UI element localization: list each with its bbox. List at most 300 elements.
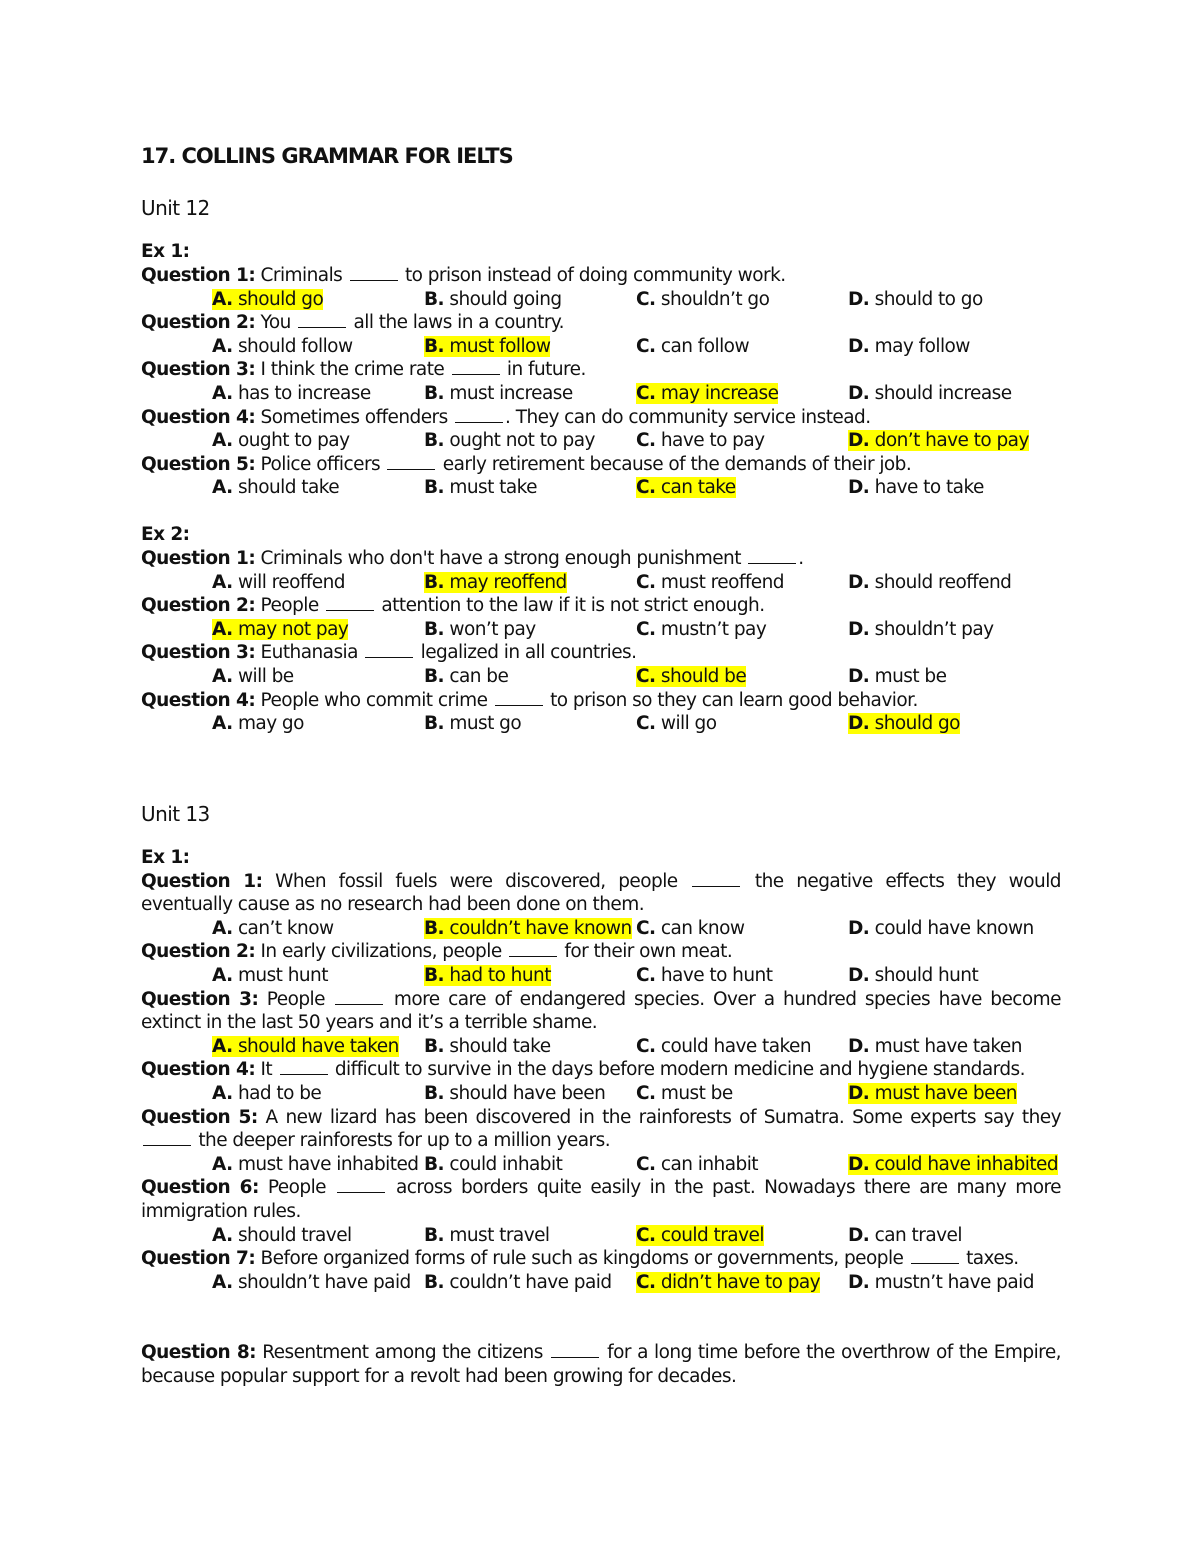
- unit-title: Unit 12: [141, 196, 210, 220]
- answer-option: [636, 665, 848, 689]
- option-letter: C.: [636, 430, 656, 452]
- option-letter: D.: [848, 665, 870, 687]
- answer-option: [424, 712, 636, 736]
- exercise-title: Ex 2:: [141, 523, 190, 545]
- option-letter: B.: [424, 335, 445, 357]
- option-label: should increase: [874, 382, 1012, 404]
- option-label: must be: [874, 665, 947, 687]
- question-number: Question 2:: [141, 312, 256, 334]
- option-text: [636, 619, 766, 640]
- option-text: [424, 1083, 605, 1104]
- option-letter: B.: [424, 965, 445, 987]
- answer-option: [636, 964, 848, 988]
- option-label: could travel: [660, 1224, 764, 1246]
- option-label: have to hunt: [660, 965, 773, 987]
- question-number: Question 1:: [141, 265, 256, 286]
- question-text-after: .: [798, 547, 804, 569]
- answer-option: [424, 1224, 636, 1248]
- question: [141, 1058, 1061, 1105]
- question-text-before: Before organized forms of rule such as kingdoms or governments, people: [260, 1248, 904, 1270]
- option-label: should hunt: [874, 965, 979, 987]
- correct-answer-highlight: [848, 1154, 1058, 1175]
- option-text: [212, 430, 349, 451]
- answer-blank: [748, 562, 796, 564]
- answer-blank: [495, 704, 543, 706]
- answer-option: [848, 665, 1060, 689]
- answer-option: [212, 1035, 424, 1059]
- option-label: should be: [660, 665, 747, 687]
- option-label: shouldn’t have paid: [237, 1271, 411, 1293]
- option-letter: D.: [848, 1224, 870, 1246]
- option-text: [424, 1225, 550, 1246]
- answer-blank: [280, 1073, 328, 1075]
- question-text-after: in future.: [506, 359, 586, 381]
- answer-option: [212, 1082, 424, 1106]
- question: [141, 1247, 1061, 1294]
- answer-options: [141, 335, 1061, 359]
- option-letter: B.: [424, 713, 445, 735]
- option-text: [212, 1225, 352, 1246]
- answer-option: [424, 964, 636, 988]
- question-text-before: Police officers: [260, 453, 381, 475]
- option-letter: D.: [848, 430, 870, 452]
- option-text: [848, 1272, 1034, 1293]
- option-letter: C.: [636, 1035, 656, 1057]
- option-text: [636, 918, 744, 939]
- answer-option: [636, 476, 848, 500]
- option-letter: C.: [636, 1271, 656, 1293]
- answer-blank: [337, 1191, 385, 1193]
- option-letter: C.: [636, 618, 656, 640]
- option-text: [212, 477, 339, 498]
- answer-options: [141, 1224, 1061, 1248]
- question-stem: [141, 1058, 1061, 1082]
- option-text: [212, 666, 294, 687]
- answer-option: [636, 618, 848, 642]
- correct-answer-highlight: [636, 1225, 764, 1246]
- option-letter: C.: [636, 713, 656, 735]
- question-text-before: In early civilizations, people: [260, 941, 502, 963]
- answer-options: [141, 712, 1061, 736]
- answer-options: [141, 1082, 1061, 1106]
- answer-options: [141, 964, 1061, 988]
- question: [141, 641, 1061, 688]
- option-label: should take: [449, 1035, 551, 1057]
- question: [141, 1176, 1061, 1247]
- option-label: can’t know: [237, 917, 334, 939]
- option-text: [212, 336, 353, 357]
- answer-option: [636, 1224, 848, 1248]
- question-text-before: When fossil fuels were discovered, people: [275, 870, 678, 892]
- option-letter: B.: [424, 382, 445, 404]
- document-page: [141, 142, 1061, 1389]
- option-text: [636, 1083, 733, 1104]
- option-label: must have taken: [874, 1035, 1022, 1057]
- option-letter: D.: [848, 917, 870, 939]
- option-text: [424, 289, 562, 310]
- answer-option: [212, 571, 424, 595]
- question-number: Question 4:: [141, 1059, 256, 1081]
- option-label: have to pay: [660, 430, 765, 452]
- question-stem: [141, 641, 1061, 665]
- option-label: can take: [660, 477, 736, 499]
- answer-blank: [455, 421, 503, 423]
- question: [141, 453, 1061, 500]
- question-text-before: You: [260, 312, 291, 334]
- option-letter: D.: [848, 335, 870, 357]
- option-letter: D.: [848, 382, 870, 404]
- answer-option: [212, 1153, 424, 1177]
- option-text: [636, 713, 717, 734]
- answer-blank: [509, 955, 557, 957]
- option-text: [848, 965, 978, 986]
- question-number: Question 8:: [141, 1342, 257, 1364]
- answer-option: [848, 1082, 1060, 1106]
- answer-blank: [298, 326, 346, 328]
- question-text-after: the deeper rainforests for up to a million years.: [198, 1130, 611, 1152]
- answer-option: [636, 571, 848, 595]
- question-stem: [141, 311, 1061, 335]
- option-label: couldn’t have known: [449, 917, 632, 939]
- answer-options: [141, 476, 1061, 500]
- question-number: Question 5:: [141, 453, 256, 475]
- answer-option: [636, 335, 848, 359]
- option-text: [848, 1036, 1022, 1057]
- question-number: Question 6:: [141, 1177, 259, 1199]
- option-letter: A.: [212, 618, 233, 640]
- correct-answer-highlight: [636, 477, 736, 498]
- question-text-after: . They can do community service instead.: [505, 406, 871, 428]
- option-letter: B.: [424, 288, 445, 310]
- option-text: [848, 572, 1011, 593]
- option-label: can travel: [874, 1224, 962, 1246]
- option-label: should reoffend: [874, 571, 1012, 593]
- option-letter: D.: [848, 1153, 870, 1175]
- answer-option: [424, 618, 636, 642]
- option-text: [848, 477, 984, 498]
- option-label: must be: [660, 1083, 733, 1105]
- option-label: should go: [874, 713, 960, 735]
- answer-option: [848, 1224, 1060, 1248]
- correct-answer-highlight: [636, 1272, 820, 1293]
- answer-option: [636, 917, 848, 941]
- question-number: Question 2:: [141, 941, 256, 963]
- correct-answer-highlight: [424, 336, 550, 357]
- option-letter: B.: [424, 571, 445, 593]
- option-text: [636, 1154, 758, 1175]
- option-label: must have inhabited: [237, 1153, 419, 1175]
- correct-answer-highlight: [848, 713, 960, 734]
- option-label: shouldn’t pay: [874, 618, 994, 640]
- question-number: Question 3:: [141, 642, 256, 664]
- option-letter: D.: [848, 713, 870, 735]
- question-stem: [141, 594, 1061, 618]
- answer-option: [424, 382, 636, 406]
- option-label: could have inhabited: [874, 1153, 1059, 1175]
- answer-option: [636, 382, 848, 406]
- option-letter: A.: [212, 665, 233, 687]
- option-label: couldn’t have paid: [449, 1271, 612, 1293]
- answer-option: [212, 335, 424, 359]
- correct-answer-highlight: [848, 430, 1029, 451]
- option-label: must follow: [449, 335, 551, 357]
- option-letter: B.: [424, 1153, 445, 1175]
- option-label: had to be: [237, 1083, 322, 1105]
- option-label: must travel: [449, 1224, 550, 1246]
- option-label: should going: [449, 288, 562, 310]
- answer-blank: [326, 609, 374, 611]
- answer-option: [848, 1153, 1060, 1177]
- question: [141, 594, 1061, 641]
- option-letter: B.: [424, 1271, 445, 1293]
- option-text: [848, 289, 983, 310]
- correct-answer-highlight: [424, 918, 632, 939]
- answer-options: [141, 618, 1061, 642]
- document-title: 17. COLLINS GRAMMAR FOR IELTS: [141, 144, 513, 168]
- answer-option: [424, 476, 636, 500]
- option-label: will reoffend: [237, 571, 345, 593]
- option-letter: D.: [848, 618, 870, 640]
- option-letter: C.: [636, 965, 656, 987]
- question-text-after: across borders quite easily in the past. Nowadays there are many more immigration rules.: [141, 1177, 1061, 1222]
- option-text: [848, 336, 970, 357]
- question-text-after: attention to the law if it is not strict enough.: [381, 595, 765, 617]
- correct-answer-highlight: [424, 965, 551, 986]
- answer-blank: [350, 279, 398, 281]
- option-text: [636, 965, 772, 986]
- answer-option: [424, 1082, 636, 1106]
- question: [141, 311, 1061, 358]
- option-label: may not pay: [237, 618, 349, 640]
- answer-option: [424, 665, 636, 689]
- answer-option: [636, 288, 848, 312]
- answer-options: [141, 1035, 1061, 1059]
- question-number: Question 5:: [141, 1106, 258, 1128]
- option-text: [212, 572, 345, 593]
- answer-option: [212, 964, 424, 988]
- question-text-before: Criminals who don't have a strong enough punishment: [260, 547, 741, 569]
- question-text-before: Euthanasia: [260, 642, 358, 664]
- question: [141, 940, 1061, 987]
- option-label: mustn’t have paid: [874, 1271, 1034, 1293]
- answer-option: [848, 335, 1060, 359]
- option-text: [212, 918, 334, 939]
- exercise-section: [141, 523, 1061, 736]
- answer-blank: [692, 885, 740, 887]
- exercise-title: Ex 1:: [141, 846, 190, 868]
- correct-answer-highlight: [212, 289, 323, 310]
- option-label: must take: [449, 477, 537, 499]
- option-text: [848, 666, 946, 687]
- answer-option: [212, 382, 424, 406]
- answer-option: [848, 618, 1060, 642]
- unit-section: [141, 194, 1061, 736]
- option-text: [636, 336, 749, 357]
- option-text: [424, 383, 573, 404]
- option-label: shouldn’t go: [660, 288, 770, 310]
- correct-answer-highlight: [848, 1083, 1017, 1104]
- question: [141, 870, 1061, 941]
- option-letter: A.: [212, 1153, 233, 1175]
- option-label: could inhabit: [449, 1153, 563, 1175]
- question-text-after: early retirement because of the demands of their job.: [442, 453, 912, 475]
- option-letter: D.: [848, 288, 870, 310]
- option-text: [212, 713, 304, 734]
- option-text: [212, 383, 371, 404]
- option-label: must have been: [874, 1083, 1017, 1105]
- option-letter: A.: [212, 713, 233, 735]
- answer-option: [424, 1153, 636, 1177]
- answer-option: [212, 429, 424, 453]
- answer-option: [212, 476, 424, 500]
- option-label: may go: [237, 713, 304, 735]
- option-text: [636, 1036, 811, 1057]
- question-number: Question 1:: [141, 547, 256, 569]
- option-label: may reoffend: [449, 571, 567, 593]
- units-container: [141, 194, 1061, 1389]
- question-text-after: legalized in all countries.: [420, 642, 637, 664]
- option-label: should follow: [237, 335, 353, 357]
- question: [141, 358, 1061, 405]
- option-letter: C.: [636, 1153, 656, 1175]
- answer-option: [848, 964, 1060, 988]
- question-stem: [141, 547, 1061, 571]
- option-letter: B.: [424, 477, 445, 499]
- option-letter: C.: [636, 665, 656, 687]
- exercise-section: [141, 240, 1061, 500]
- option-letter: C.: [636, 477, 656, 499]
- option-label: have to take: [874, 477, 984, 499]
- option-label: ought to pay: [237, 430, 350, 452]
- option-letter: A.: [212, 1271, 233, 1293]
- answer-option: [424, 335, 636, 359]
- correct-answer-highlight: [636, 383, 778, 404]
- answer-option: [212, 1271, 424, 1295]
- answer-option: [848, 571, 1060, 595]
- question: [141, 547, 1061, 594]
- option-text: [424, 1272, 612, 1293]
- option-letter: A.: [212, 382, 233, 404]
- question-text-before: Resentment among the citizens: [262, 1342, 543, 1364]
- unit-title: Unit 13: [141, 801, 210, 826]
- option-text: [424, 477, 537, 498]
- option-letter: A.: [212, 571, 233, 593]
- option-label: didn’t have to pay: [660, 1271, 821, 1293]
- question-stem: [141, 453, 1061, 477]
- option-letter: A.: [212, 288, 233, 310]
- option-label: must go: [449, 713, 522, 735]
- question: [141, 689, 1061, 736]
- answer-option: [848, 382, 1060, 406]
- option-label: must reoffend: [660, 571, 785, 593]
- answer-options: [141, 429, 1061, 453]
- answer-blank: [143, 1144, 191, 1146]
- option-letter: A.: [212, 1083, 233, 1105]
- question-text-before: People: [267, 1177, 327, 1199]
- option-letter: C.: [636, 288, 656, 310]
- option-letter: C.: [636, 382, 656, 404]
- option-letter: C.: [636, 917, 656, 939]
- question-text-before: It: [260, 1059, 273, 1081]
- question-text-after: more care of endangered species. Over a hundred species have become extinct in the last 50 years and it’s a terrible shame.: [141, 988, 1061, 1034]
- option-letter: B.: [424, 917, 445, 939]
- option-label: may follow: [874, 335, 970, 357]
- answer-option: [212, 1224, 424, 1248]
- option-label: mustn’t pay: [660, 618, 767, 640]
- option-label: had to hunt: [449, 965, 551, 987]
- option-letter: B.: [424, 1083, 445, 1105]
- option-text: [848, 383, 1012, 404]
- option-text: [424, 1036, 551, 1057]
- option-label: ought not to pay: [449, 430, 595, 452]
- option-label: may increase: [660, 382, 779, 404]
- option-letter: D.: [848, 1083, 870, 1105]
- answer-option: [636, 1082, 848, 1106]
- question-text-before: People who commit crime: [260, 689, 488, 711]
- question-stem: [141, 406, 1061, 430]
- answer-options: [141, 1271, 1061, 1295]
- option-text: [424, 430, 595, 451]
- answer-option: [636, 1271, 848, 1295]
- option-letter: B.: [424, 1224, 445, 1246]
- option-letter: A.: [212, 1035, 233, 1057]
- answer-option: [848, 1271, 1060, 1295]
- option-label: must increase: [449, 382, 573, 404]
- question-stem: [141, 988, 1061, 1035]
- option-label: should travel: [237, 1224, 352, 1246]
- question: [141, 406, 1061, 453]
- option-letter: A.: [212, 335, 233, 357]
- option-label: must hunt: [237, 965, 328, 987]
- option-text: [636, 572, 784, 593]
- answer-blank: [335, 1003, 383, 1005]
- option-label: don’t have to pay: [874, 430, 1029, 452]
- question: [141, 264, 1061, 311]
- answer-option: [212, 665, 424, 689]
- option-letter: A.: [212, 477, 233, 499]
- option-letter: A.: [212, 430, 233, 452]
- option-letter: C.: [636, 335, 656, 357]
- question-text-before: A new lizard has been discovered in the rainforests of Sumatra. Some experts say they: [265, 1106, 1061, 1128]
- correct-answer-highlight: [424, 572, 567, 593]
- question: [141, 1341, 1061, 1388]
- exercise-section: [141, 846, 1061, 1389]
- option-text: [212, 1154, 418, 1175]
- option-text: [212, 1272, 411, 1293]
- question-stem: [141, 1341, 1061, 1388]
- answer-blank: [365, 656, 413, 658]
- question-stem: [141, 1106, 1061, 1153]
- option-text: [424, 666, 508, 687]
- question-number: Question 4:: [141, 406, 256, 428]
- option-label: should have taken: [237, 1035, 399, 1057]
- question-text-after: to prison instead of doing community work.: [404, 265, 786, 286]
- answer-options: [141, 1153, 1061, 1177]
- question-text-before: People: [266, 988, 325, 1010]
- option-label: should take: [237, 477, 340, 499]
- correct-answer-highlight: [636, 666, 746, 687]
- answer-option: [848, 429, 1060, 453]
- option-text: [848, 918, 1034, 939]
- question-text-after: for a long time before the overthrow of the Empire, because popular support for a revolt had been growing for decades.: [141, 1342, 1061, 1387]
- answer-option: [848, 712, 1060, 736]
- answer-options: [141, 571, 1061, 595]
- option-letter: A.: [212, 1224, 233, 1246]
- question-stem: [141, 940, 1061, 964]
- question-number: Question 7:: [141, 1248, 256, 1270]
- unit-section: [141, 800, 1061, 1389]
- option-letter: C.: [636, 571, 656, 593]
